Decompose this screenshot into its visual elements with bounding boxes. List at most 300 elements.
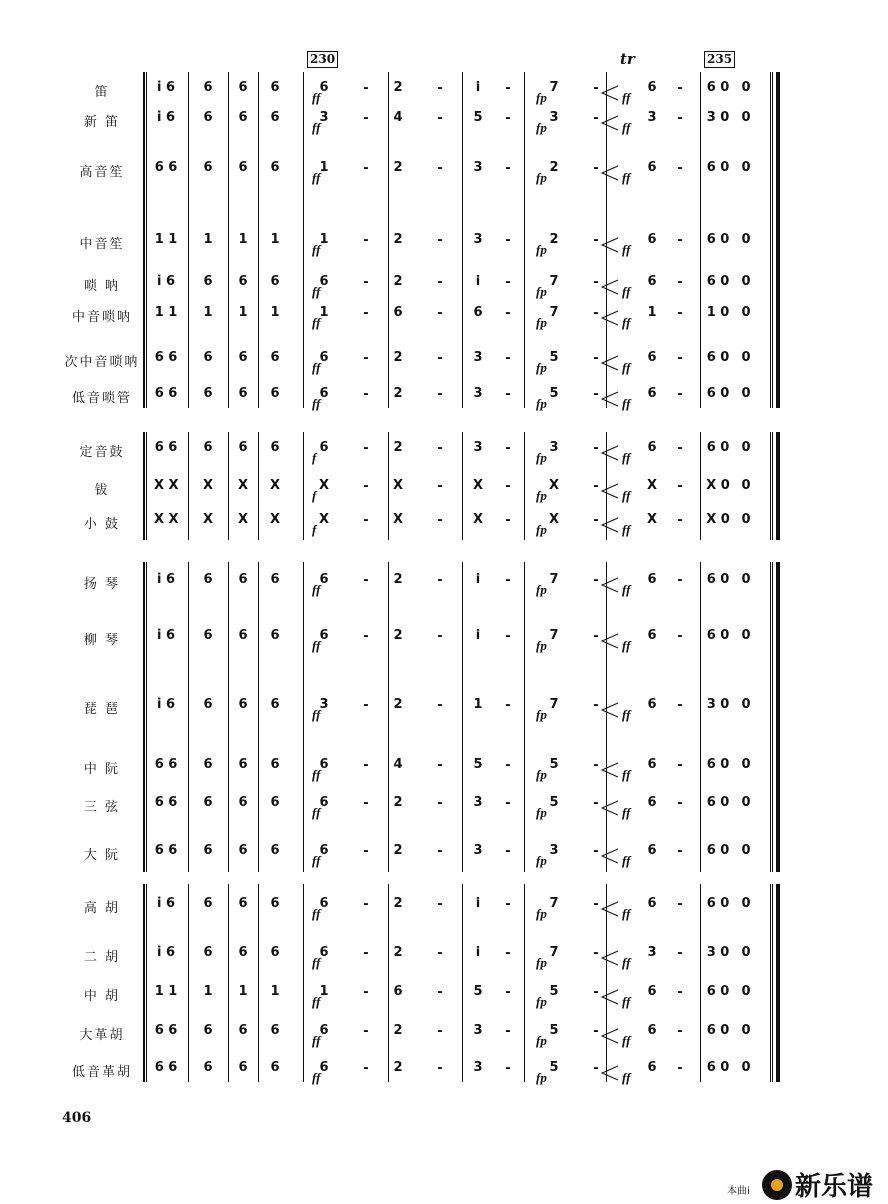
note-cell: 6: [270, 274, 280, 289]
barline: [228, 72, 229, 408]
note-cell: 0: [741, 386, 751, 401]
note-cell: 6 0: [706, 984, 730, 999]
sustain-dash: -: [363, 844, 369, 859]
crescendo-hairpin: [600, 633, 620, 649]
sustain-dash: -: [363, 985, 369, 1000]
note-cell: 6: [473, 305, 483, 320]
note-cell: 1: [238, 232, 248, 247]
dynamic-marking: ff: [622, 582, 631, 597]
note-cell: 7: [549, 697, 559, 712]
note-cell: 1 1: [154, 984, 178, 999]
note-cell: 2: [393, 440, 403, 455]
sustain-dash: -: [363, 758, 369, 773]
sustain-dash: -: [677, 233, 683, 248]
sustain-dash: -: [437, 111, 443, 126]
note-cell: 6: [203, 440, 213, 455]
note-cell: 4: [393, 110, 403, 125]
dynamic-marking: ff: [312, 582, 321, 597]
dynamic-marking: ff: [622, 90, 631, 105]
note-cell: 6 0: [706, 350, 730, 365]
note-cell: 7: [549, 628, 559, 643]
note-cell: 6: [203, 80, 213, 95]
note-cell: 6 0: [706, 232, 730, 247]
note-cell: 7: [549, 305, 559, 320]
sustain-dash: -: [505, 111, 511, 126]
instrument-label: 琵 琶: [83, 702, 121, 717]
instrument-label: 中 胡: [83, 989, 121, 1004]
note-cell: 6: [203, 628, 213, 643]
note-cell: 6: [270, 795, 280, 810]
barline: [228, 562, 229, 872]
note-cell: 3: [473, 160, 483, 175]
note-cell: 2: [393, 80, 403, 95]
sustain-dash: -: [505, 758, 511, 773]
dynamic-marking: ff: [312, 906, 321, 921]
sustain-dash: -: [677, 81, 683, 96]
dynamic-marking: ff: [312, 360, 321, 375]
sustain-dash: -: [437, 306, 443, 321]
dynamic-marking: ff: [312, 90, 321, 105]
trill-mark: tr: [620, 50, 635, 68]
note-cell: 6 0: [706, 386, 730, 401]
dynamic-marking: ff: [622, 360, 631, 375]
final-barline-thick: [776, 432, 780, 540]
note-cell: 1 0: [706, 305, 730, 320]
note-cell: 3: [473, 440, 483, 455]
note-cell: 2: [393, 843, 403, 858]
note-cell: 6: [647, 795, 657, 810]
sustain-dash: -: [363, 1061, 369, 1076]
note-cell: 1: [647, 305, 657, 320]
note-cell: 6: [647, 80, 657, 95]
note-cell: 2: [393, 945, 403, 960]
dynamic-marking: ff: [622, 170, 631, 185]
instrument-label: 钹: [94, 483, 110, 498]
note-cell: 0: [741, 628, 751, 643]
dynamic-marking: fp: [536, 522, 547, 537]
sustain-dash: -: [437, 844, 443, 859]
note-cell: X: [318, 512, 330, 527]
instrument-label: 大 阮: [83, 848, 121, 863]
note-cell: 6 6: [154, 386, 178, 401]
note-cell: 0: [741, 160, 751, 175]
dynamic-marking: fp: [536, 488, 547, 503]
sustain-dash: -: [677, 758, 683, 773]
crescendo-hairpin: [600, 800, 620, 816]
note-cell: 2: [393, 896, 403, 911]
note-cell: X: [646, 478, 658, 493]
dynamic-marking: fp: [536, 805, 547, 820]
note-cell: 6: [238, 440, 248, 455]
dynamic-marking: ff: [312, 170, 321, 185]
dynamic-marking: ff: [622, 1070, 631, 1085]
note-cell: 0: [741, 945, 751, 960]
note-cell: 5: [549, 757, 559, 772]
sustain-dash: -: [505, 233, 511, 248]
note-cell: 0: [741, 843, 751, 858]
sustain-dash: -: [505, 897, 511, 912]
page-number: 406: [62, 1110, 92, 1126]
sustain-dash: -: [505, 573, 511, 588]
instrument-label: 三 弦: [83, 800, 121, 815]
barline: [228, 884, 229, 1082]
note-cell: 6: [238, 843, 248, 858]
note-cell: 0: [741, 80, 751, 95]
barline: [303, 432, 304, 540]
barline: [770, 432, 771, 540]
barline: [524, 72, 525, 408]
note-cell: 6: [319, 572, 329, 587]
barline: [303, 72, 304, 408]
note-cell: 5: [549, 984, 559, 999]
note-cell: 0: [741, 572, 751, 587]
dynamic-marking: ff: [622, 767, 631, 782]
sustain-dash: -: [593, 351, 599, 366]
dynamic-marking: fp: [536, 90, 547, 105]
note-cell: 6: [319, 1023, 329, 1038]
note-cell: 1: [270, 984, 280, 999]
sustain-dash: -: [437, 387, 443, 402]
note-cell: 6: [203, 350, 213, 365]
instrument-label: 定音鼓: [79, 445, 125, 460]
barline: [462, 884, 463, 1082]
sustain-dash: -: [505, 1061, 511, 1076]
sustain-dash: -: [593, 306, 599, 321]
note-cell: 6: [203, 1023, 213, 1038]
note-cell: 2: [393, 160, 403, 175]
barline: [258, 562, 259, 872]
note-cell: 1: [238, 305, 248, 320]
note-cell: X: [237, 478, 249, 493]
note-cell: X: [237, 512, 249, 527]
sustain-dash: -: [593, 946, 599, 961]
sustain-dash: -: [677, 1024, 683, 1039]
note-cell: X: [392, 478, 404, 493]
sustain-dash: -: [593, 573, 599, 588]
final-barline-thin: [772, 72, 773, 408]
note-cell: 0: [741, 350, 751, 365]
barline: [388, 884, 389, 1082]
dynamic-marking: ff: [622, 1033, 631, 1048]
note-cell: 5: [549, 350, 559, 365]
dynamic-marking: f: [312, 450, 317, 465]
crescendo-hairpin: [600, 989, 620, 1005]
sustain-dash: -: [437, 233, 443, 248]
dynamic-marking: ff: [312, 396, 321, 411]
dynamic-marking: ff: [312, 242, 321, 257]
dynamic-marking: fp: [536, 242, 547, 257]
dynamic-marking: fp: [536, 315, 547, 330]
dynamic-marking: fp: [536, 582, 547, 597]
sustain-dash: -: [505, 306, 511, 321]
note-cell: 0: [741, 757, 751, 772]
dynamic-marking: ff: [312, 853, 321, 868]
dynamic-marking: ff: [312, 1070, 321, 1085]
sustain-dash: -: [437, 985, 443, 1000]
note-cell: 6 6: [154, 843, 178, 858]
dynamic-marking: fp: [536, 284, 547, 299]
note-cell: 5: [549, 795, 559, 810]
note-cell: 6 6: [154, 1060, 178, 1075]
sustain-dash: -: [363, 479, 369, 494]
note-cell: 0: [741, 697, 751, 712]
note-cell: 6: [238, 572, 248, 587]
note-cell: 6: [647, 572, 657, 587]
sustain-dash: -: [505, 796, 511, 811]
barline: [146, 884, 147, 1082]
crescendo-hairpin: [600, 702, 620, 718]
note-cell: 3: [473, 795, 483, 810]
watermark-logo-icon: [762, 1170, 792, 1200]
barline: [700, 432, 701, 540]
sustain-dash: -: [363, 306, 369, 321]
dynamic-marking: ff: [622, 315, 631, 330]
instrument-label: 低音革胡: [71, 1065, 132, 1080]
barline: [462, 562, 463, 872]
sustain-dash: -: [437, 1024, 443, 1039]
sustain-dash: -: [677, 1061, 683, 1076]
dynamic-marking: ff: [622, 805, 631, 820]
note-cell: 3: [473, 386, 483, 401]
crescendo-hairpin: [600, 445, 620, 461]
note-cell: 3: [647, 110, 657, 125]
note-cell: 6: [203, 160, 213, 175]
crescendo-hairpin: [600, 483, 620, 499]
instrument-label: 笛: [94, 85, 110, 100]
note-cell: i̇ 6: [156, 80, 176, 95]
sustain-dash: -: [437, 758, 443, 773]
note-cell: X: [392, 512, 404, 527]
instrument-label: 柳 琴: [83, 633, 121, 648]
barline: [770, 884, 771, 1082]
note-cell: i̇ 6: [156, 572, 176, 587]
note-cell: X: [318, 478, 330, 493]
sustain-dash: -: [363, 161, 369, 176]
dynamic-marking: ff: [312, 284, 321, 299]
sustain-dash: -: [505, 1024, 511, 1039]
barline: [188, 562, 189, 872]
barline: [146, 562, 147, 872]
note-cell: 3: [473, 232, 483, 247]
instrument-label: 低音唢管: [71, 391, 132, 406]
barline: [388, 562, 389, 872]
note-cell: 6: [238, 350, 248, 365]
note-cell: 2: [393, 628, 403, 643]
crescendo-hairpin: [600, 237, 620, 253]
note-cell: 6: [647, 160, 657, 175]
dynamic-marking: ff: [622, 994, 631, 1009]
note-cell: X: [269, 478, 281, 493]
sustain-dash: -: [437, 946, 443, 961]
note-cell: 3 0: [706, 697, 730, 712]
sustain-dash: -: [593, 1061, 599, 1076]
sustain-dash: -: [505, 844, 511, 859]
sustain-dash: -: [593, 844, 599, 859]
note-cell: X: [269, 512, 281, 527]
note-cell: 6: [319, 795, 329, 810]
dynamic-marking: ff: [622, 284, 631, 299]
note-cell: 1: [270, 305, 280, 320]
note-cell: X: [472, 478, 484, 493]
note-cell: 6: [270, 757, 280, 772]
note-cell: 0: [741, 440, 751, 455]
sustain-dash: -: [505, 629, 511, 644]
note-cell: X: [548, 512, 560, 527]
note-cell: 7: [549, 896, 559, 911]
dynamic-marking: ff: [312, 1033, 321, 1048]
sustain-dash: -: [363, 81, 369, 96]
note-cell: 6: [238, 697, 248, 712]
note-cell: 1: [203, 232, 213, 247]
sustain-dash: -: [593, 387, 599, 402]
sustain-dash: -: [593, 233, 599, 248]
note-cell: 0: [741, 305, 751, 320]
sustain-dash: -: [593, 479, 599, 494]
sustain-dash: -: [677, 513, 683, 528]
dynamic-marking: ff: [312, 805, 321, 820]
sustain-dash: -: [363, 946, 369, 961]
barline: [228, 432, 229, 540]
instrument-label: 中 阮: [83, 762, 121, 777]
note-cell: 6: [393, 305, 403, 320]
note-cell: i̇ 6: [156, 274, 176, 289]
note-cell: i̇ 6: [156, 697, 176, 712]
note-cell: 6 0: [706, 1060, 730, 1075]
sustain-dash: -: [437, 351, 443, 366]
note-cell: i̇ 6: [156, 945, 176, 960]
dynamic-marking: ff: [622, 707, 631, 722]
instrument-label: 中音笙: [79, 237, 125, 252]
note-cell: 6 6: [154, 795, 178, 810]
dynamic-marking: ff: [312, 955, 321, 970]
sustain-dash: -: [593, 1024, 599, 1039]
dynamic-marking: fp: [536, 767, 547, 782]
barline: [188, 72, 189, 408]
note-cell: 3: [549, 110, 559, 125]
sustain-dash: -: [363, 111, 369, 126]
sustain-dash: -: [437, 897, 443, 912]
note-cell: X: [202, 512, 214, 527]
note-cell: 6: [270, 350, 280, 365]
instrument-label: 小 鼓: [83, 517, 121, 532]
note-cell: 5: [473, 110, 483, 125]
barline: [303, 562, 304, 872]
note-cell: 3 0: [706, 110, 730, 125]
sustain-dash: -: [593, 897, 599, 912]
note-cell: 1: [203, 984, 213, 999]
note-cell: X: [548, 478, 560, 493]
note-cell: 6: [647, 843, 657, 858]
sustain-dash: -: [363, 1024, 369, 1039]
note-cell: 6 0: [706, 572, 730, 587]
sustain-dash: -: [593, 111, 599, 126]
note-cell: 6: [238, 110, 248, 125]
note-cell: 6: [319, 440, 329, 455]
sustain-dash: -: [677, 844, 683, 859]
note-cell: 0: [741, 110, 751, 125]
barline: [700, 72, 701, 408]
note-cell: 2: [393, 1023, 403, 1038]
sustain-dash: -: [677, 946, 683, 961]
note-cell: 6 6: [154, 440, 178, 455]
note-cell: i: [475, 80, 481, 95]
dynamic-marking: ff: [622, 638, 631, 653]
dynamic-marking: ff: [622, 488, 631, 503]
dynamic-marking: ff: [312, 638, 321, 653]
crescendo-hairpin: [600, 1028, 620, 1044]
note-cell: 6 0: [706, 1023, 730, 1038]
note-cell: 2: [393, 386, 403, 401]
note-cell: 2: [549, 232, 559, 247]
barline: [146, 72, 147, 408]
barline: [188, 432, 189, 540]
measure-number-235: 235: [704, 51, 735, 68]
note-cell: 3: [549, 843, 559, 858]
note-cell: 3 0: [706, 945, 730, 960]
sustain-dash: -: [677, 573, 683, 588]
note-cell: 6: [203, 757, 213, 772]
sustain-dash: -: [363, 629, 369, 644]
note-cell: 1 1: [154, 232, 178, 247]
note-cell: 6: [203, 1060, 213, 1075]
note-cell: 2: [393, 572, 403, 587]
sustain-dash: -: [363, 796, 369, 811]
note-cell: i: [475, 572, 481, 587]
sustain-dash: -: [677, 629, 683, 644]
note-cell: 6 0: [706, 160, 730, 175]
crescendo-hairpin: [600, 901, 620, 917]
note-cell: 6: [203, 795, 213, 810]
note-cell: 0: [741, 795, 751, 810]
group-brace: [143, 562, 145, 872]
sustain-dash: -: [505, 946, 511, 961]
barline: [146, 432, 147, 540]
note-cell: 1: [319, 305, 329, 320]
note-cell: 6 6: [154, 1023, 178, 1038]
note-cell: 6: [270, 110, 280, 125]
note-cell: i̇ 6: [156, 896, 176, 911]
dynamic-marking: fp: [536, 638, 547, 653]
dynamic-marking: f: [312, 522, 317, 537]
sustain-dash: -: [505, 985, 511, 1000]
final-barline-thick: [776, 72, 780, 408]
note-cell: 6: [238, 795, 248, 810]
crescendo-hairpin: [600, 279, 620, 295]
note-cell: 0: [741, 274, 751, 289]
sustain-dash: -: [505, 441, 511, 456]
note-cell: 6: [319, 896, 329, 911]
crescendo-hairpin: [600, 165, 620, 181]
note-cell: 2: [393, 232, 403, 247]
note-cell: 6: [270, 80, 280, 95]
note-cell: 6 0: [706, 274, 730, 289]
note-cell: 3: [647, 945, 657, 960]
note-cell: 6: [319, 843, 329, 858]
note-cell: 0: [741, 512, 751, 527]
barline: [462, 432, 463, 540]
sustain-dash: -: [363, 897, 369, 912]
sustain-dash: -: [505, 275, 511, 290]
note-cell: 2: [393, 350, 403, 365]
sustain-dash: -: [363, 275, 369, 290]
note-cell: 6 6: [154, 350, 178, 365]
sustain-dash: -: [437, 629, 443, 644]
crescendo-hairpin: [600, 391, 620, 407]
dynamic-marking: ff: [312, 994, 321, 1009]
sustain-dash: -: [677, 161, 683, 176]
note-cell: 6: [203, 110, 213, 125]
barline: [524, 562, 525, 872]
